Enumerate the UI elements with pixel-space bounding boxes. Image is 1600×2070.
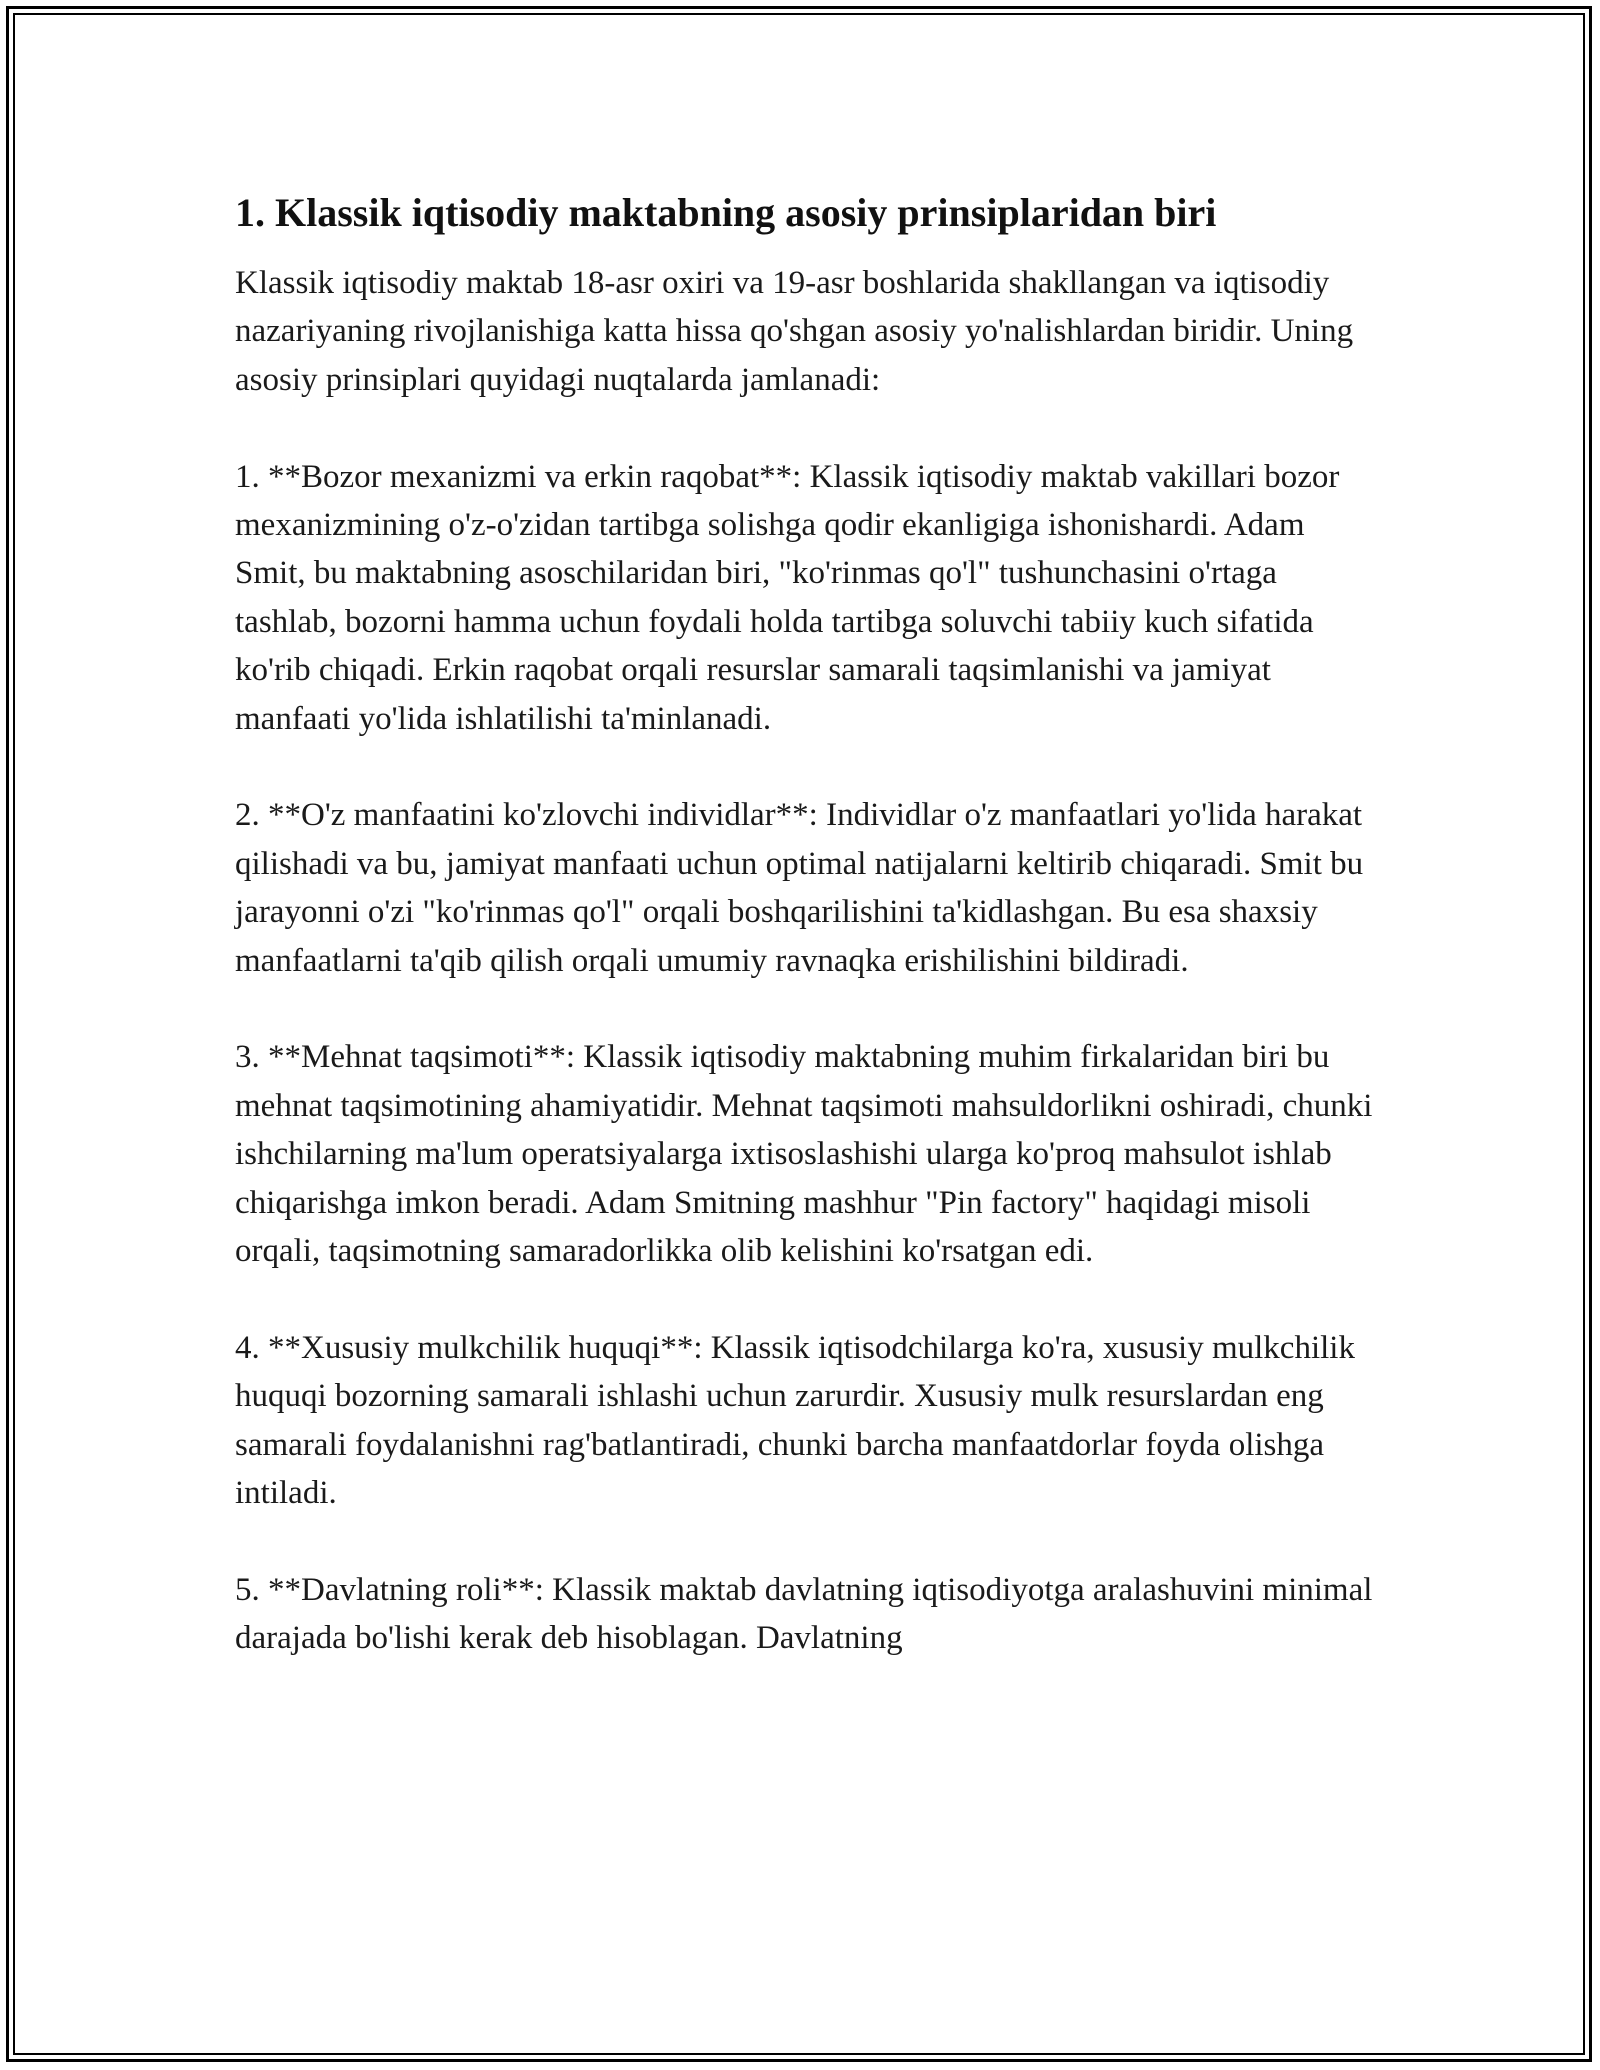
principle-4-paragraph: 4. **Xususiy mulkchilik huquqi**: Klassik iqtisodchilarga ko'ra, xususiy mulkchilik huquqi bozorning samarali ishlashi uchun zarurdir. Xususiy mulk resurslardan eng samarali foydalanishni rag'batlantiradi, chunki barcha manfaatdorlar foyda olishga intiladi.	[235, 1329, 1355, 1512]
intro-paragraph: Klassik iqtisodiy maktab 18-asr oxiri va 19-asr boshlarida shakllangan va iqtisodiy nazariyaning rivojlanishiga katta hissa qo'shgan asosiy yo'nalishlardan biridir. Uning asosiy prinsiplari quyidagi nuqtalarda jamlanadi:	[235, 265, 1354, 398]
document-body	[235, 185, 1375, 1663]
document-title: 1. Klassik iqtisodiy maktabning asosiy prinsiplaridan biri	[235, 190, 1217, 235]
principle-5-paragraph: 5. **Davlatning roli**: Klassik maktab davlatning iqtisodiyotga aralashuvini minimal darajada bo'lishi kerak deb hisoblagan. Davlatning	[235, 1571, 1373, 1657]
principle-3-paragraph: 3. **Mehnat taqsimoti**: Klassik iqtisodiy maktabning muhim firkalaridan biri bu mehnat taqsimotining ahamiyatidir. Mehnat taqsimoti mahsuldorlikni oshiradi, chunki ishchilarning ma'lum operatsiyalarga ixtisoslashishi ularga ko'proq mahsulot ishlab chiqarishga imkon beradi. Adam Smitning mashhur "Pin factory" haqidagi misoli orqali, taqsimotning samaradorlikka olib kelishini ko'rsatgan edi.	[235, 1039, 1373, 1270]
principle-1-paragraph: 1. **Bozor mexanizmi va erkin raqobat**: Klassik iqtisodiy maktab vakillari bozor mexanizmining o'z-o'zidan tartibga solishga qodir ekanligiga ishonishardi. Adam Smit, bu maktabning asoschilaridan biri, "ko'rinmas qo'l" tushunchasini o'rtaga tashlab, bozorni hamma uchun foydali holda tartibga soluvchi tabiiy kuch sifatida ko'rib chiqadi. Erkin raqobat orqali resurslar samarali taqsimlanishi va jamiyat manfaati yo'lida ishlatilishi ta'minlanadi.	[235, 458, 1340, 737]
principle-2-paragraph: 2. **O'z manfaatini ko'zlovchi individlar**: Individlar o'z manfaatlari yo'lida harakat qilishadi va bu, jamiyat manfaati uchun optimal natijalarni keltirib chiqaradi. Smit bu jarayonni o'zi "ko'rinmas qo'l" orqali boshqarilishini ta'kidlashgan. Bu esa shaxsiy manfaatlarni ta'qib qilish orqali umumiy ravnaqka erishilishini bildiradi.	[235, 797, 1364, 979]
